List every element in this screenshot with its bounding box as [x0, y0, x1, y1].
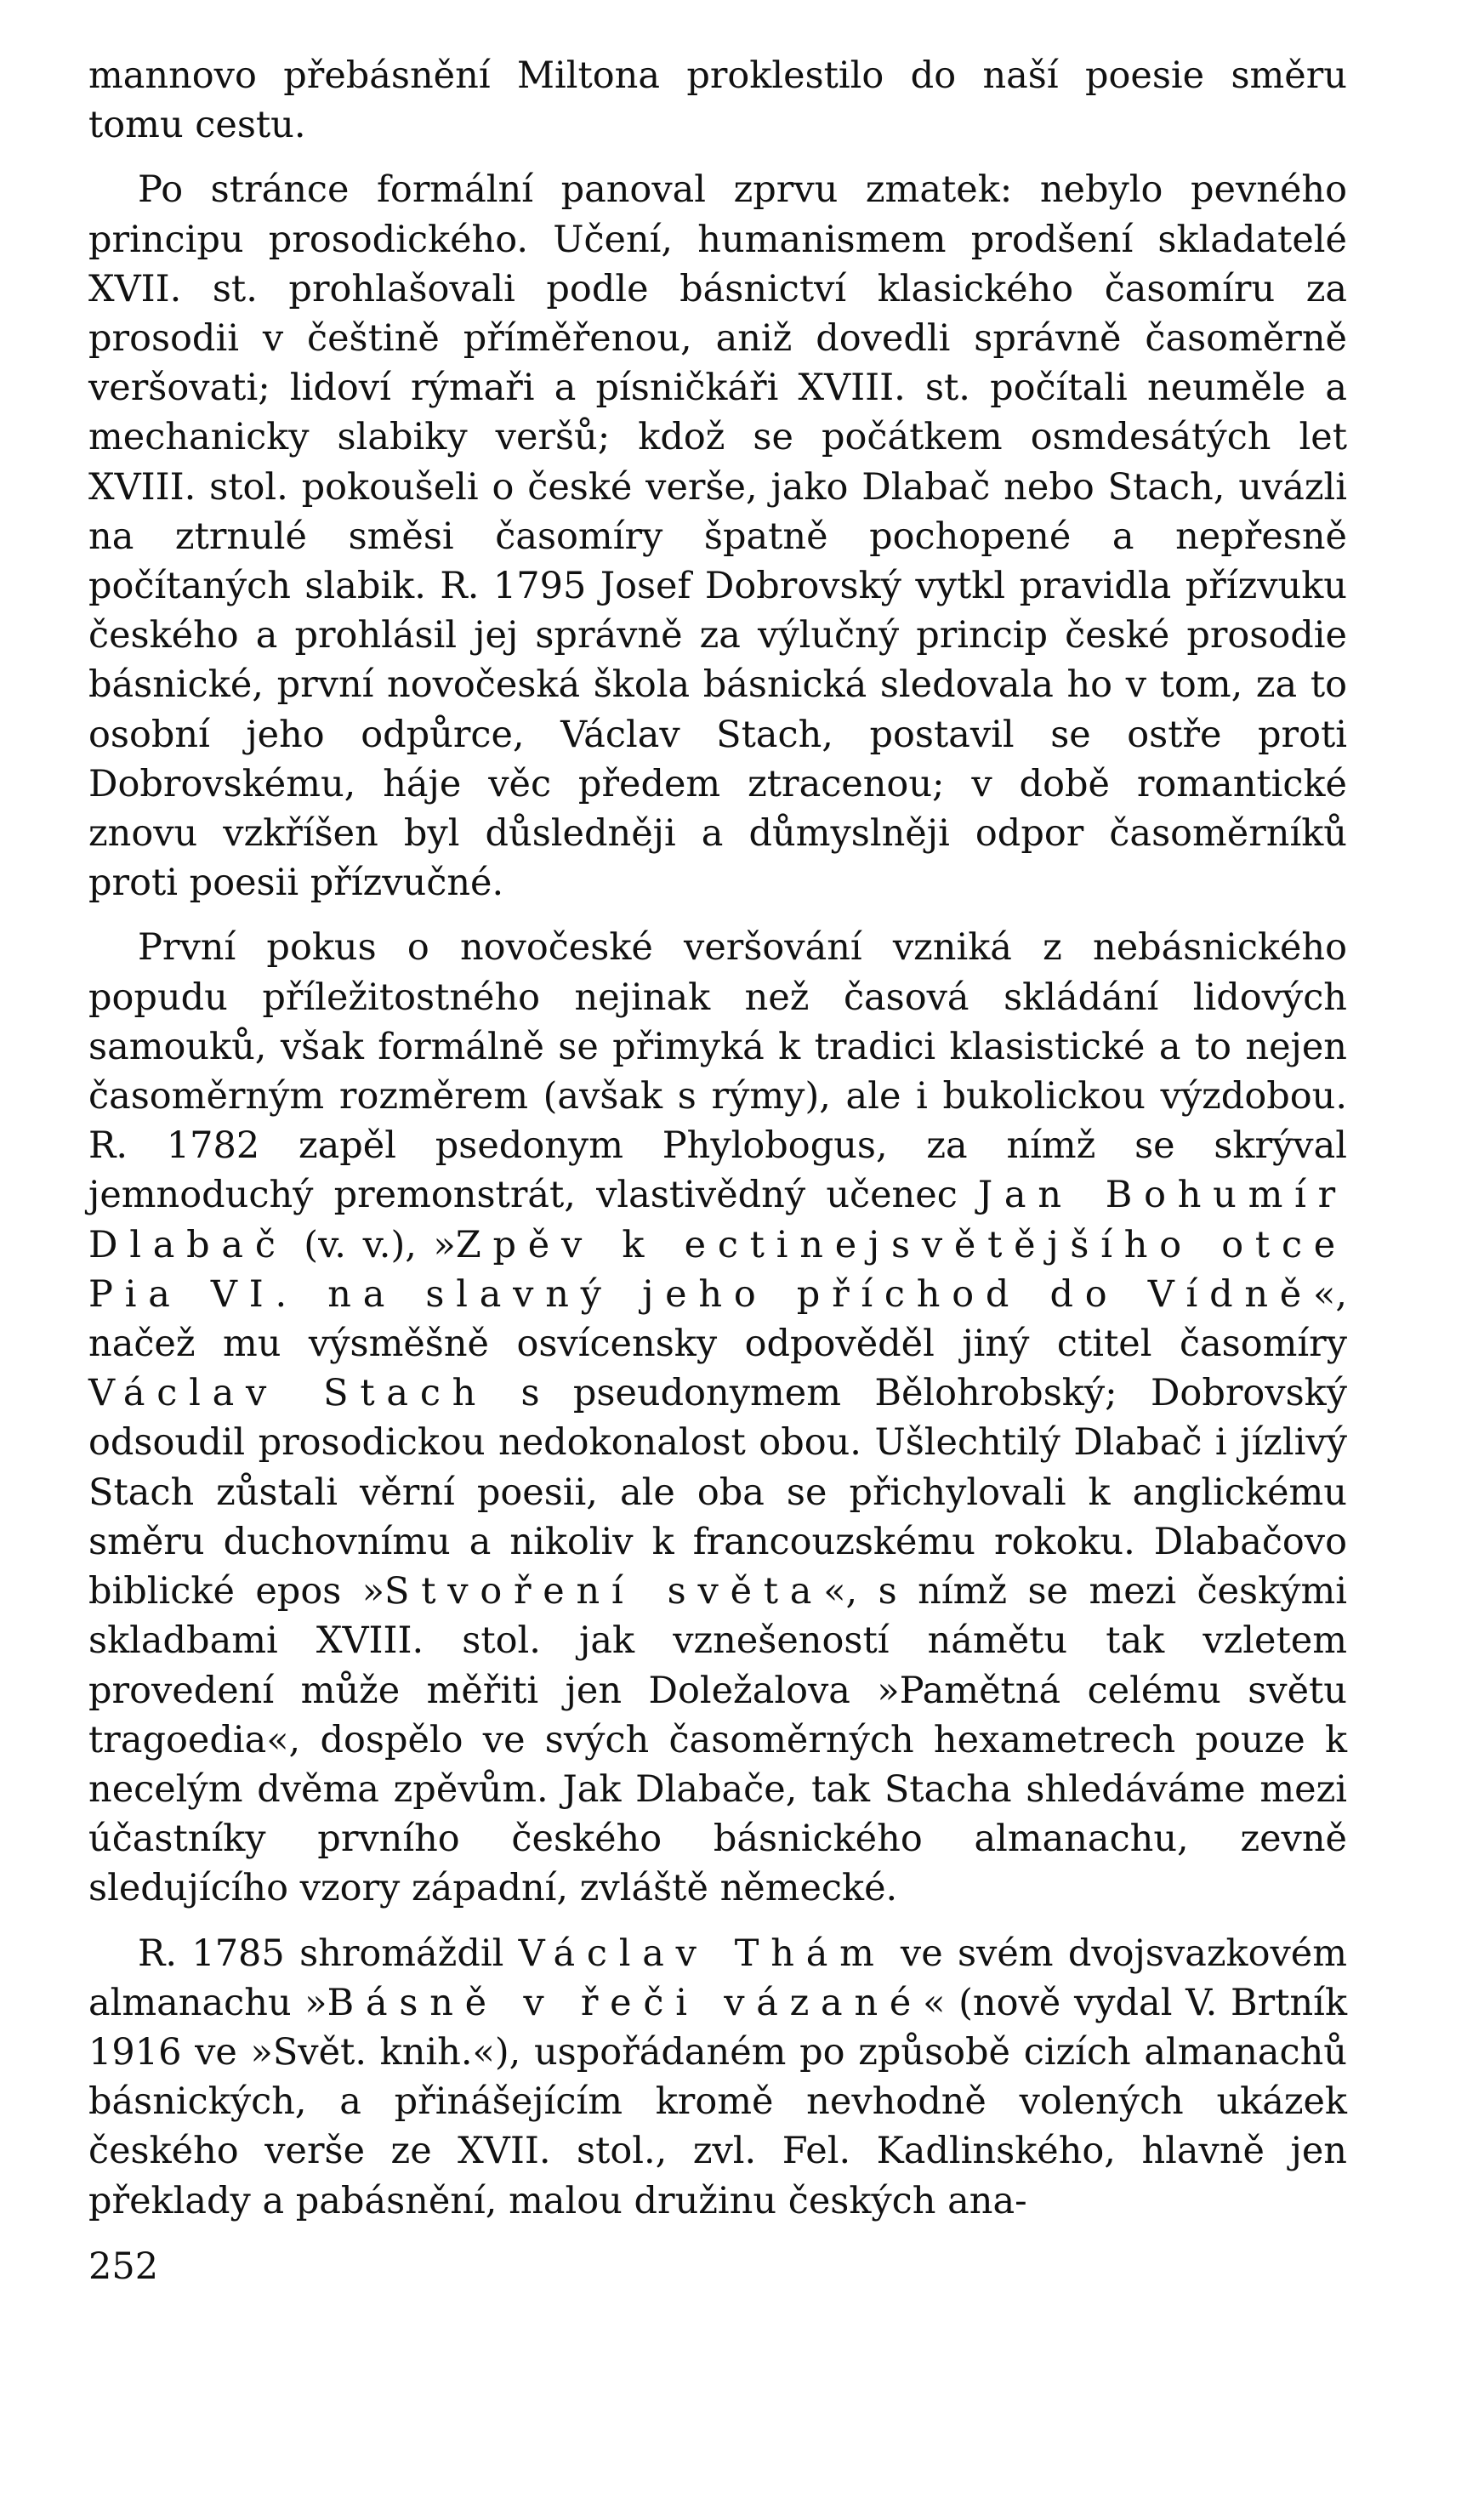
page-number: 252 [88, 2245, 159, 2288]
text-segment: R. 1785 shromáždil [138, 1932, 519, 1975]
text-segment: s pseudonymem Bělohrobský; Dobrovský odsoudil prosodickou nedokonalost obou. Ušlechtilý Dlabač i jízlivý Stach zůstali věrní poesii, ale oba se přichylovali k anglickému směru duchovnímu a nikoliv k francouzskému rokoku. Dlabačovo biblické epos » [88, 1372, 1347, 1613]
spaced-title: Básně v řeči vázané [327, 1981, 924, 2024]
paragraph-1 [88, 51, 1347, 150]
spaced-name: Václav Stach [88, 1372, 488, 1415]
text-segment: (v. v.), » [287, 1223, 456, 1266]
text-segment: «, načež mu výsměšně osvícensky odpověděl jiný ctitel časomíry [88, 1272, 1347, 1366]
spaced-name: Václav Thám [518, 1932, 886, 1975]
paragraph-2 [88, 165, 1347, 908]
page-text [88, 51, 1347, 2226]
text-segment: « (nově vydal V. Brtník 1916 ve »Svět. knih.«), uspořádaném po způsobě cizích almanachů básnických, a přinášejícím kromě nevhodně volených ukázek českého verše ze XVII. stol., zvl. Fel. Kadlinského, hlavně jen překlady a pabásnění, malou družinu českých ana- [88, 1981, 1347, 2222]
paragraph-4 [88, 1929, 1347, 2226]
text-segment: mannovo přebásnění Miltona proklestilo do naší poesie směru tomu cestu. [88, 54, 1347, 147]
paragraph-3 [88, 923, 1347, 1913]
spaced-name: Jan Bohumír Dlabač [88, 1174, 1347, 1266]
spaced-title: Stvoření světa [384, 1570, 824, 1613]
text-segment: «, s nímž se mezi českými skladbami XVIII. stol. jak vznešeností námětu tak vzletem provedení může měřiti jen Doležalova »Pamětná celému světu tragoedia«, dospělo ve svých časoměrných hexametrech pouze k necelým dvěma zpěvům. Jak Dlabače, tak Stacha shledáváme mezi účastníky prvního českého básnického almanachu, zevně sledujícího vzory západní, zvláště německé. [88, 1570, 1347, 1910]
text-segment: První pokus o novočeské veršování vzniká z nebásnického popudu příležitostného nejinak než časová skládání lidových samouků, však formálně se přimyká k tradici klasistické a to nejen časoměrným rozměrem (avšak s rýmy), ale i bukolickou výzdobou. R. 1782 zapěl psedonym Phylobogus, za nímž se skrýval jemnoduchý premonstrát, vlastivědný učenec [88, 926, 1347, 1217]
spaced-title: Zpěv k ectinejsvětějšího otce Pia VI. na slavný jeho příchod do Vídně [88, 1223, 1347, 1316]
text-segment: ve svém dvojsvazkovém almanachu » [88, 1932, 1347, 2024]
text-segment: Po stránce formální panoval zprvu zmatek: nebylo pevného principu prosodického. Učení, humanismem prodšení skladatelé XVII. st. prohlašovali podle básnictví klasického časomíru za prosodii v češtině příměřenou, aniž dovedli správně časoměrně veršovati; lidoví rýmaři a písničkáři XVIII. st. počítali neuměle a mechanicky slabiky veršů; kdož se počátkem osmdesátých let XVIII. stol. pokoušeli o české verše, jako Dlabač nebo Stach, uvázli na ztrnulé směsi časomíry špatně pochopené a nepřesně počítaných slabik. R. 1795 Josef Dobrovský vytkl pravidla přízvuku českého a prohlásil jej správně za výlučný princip české prosodie básnické, první novočeská škola básnická sledovala ho v tom, za to osobní jeho odpůrce, Václav Stach, postavil se ostře proti Dobrovskému, háje věc předem ztracenou; v době romantické znovu vzkříšen byl důsledněji a důmyslněji odpor časoměrníků proti poesii přízvučné. [88, 168, 1347, 905]
